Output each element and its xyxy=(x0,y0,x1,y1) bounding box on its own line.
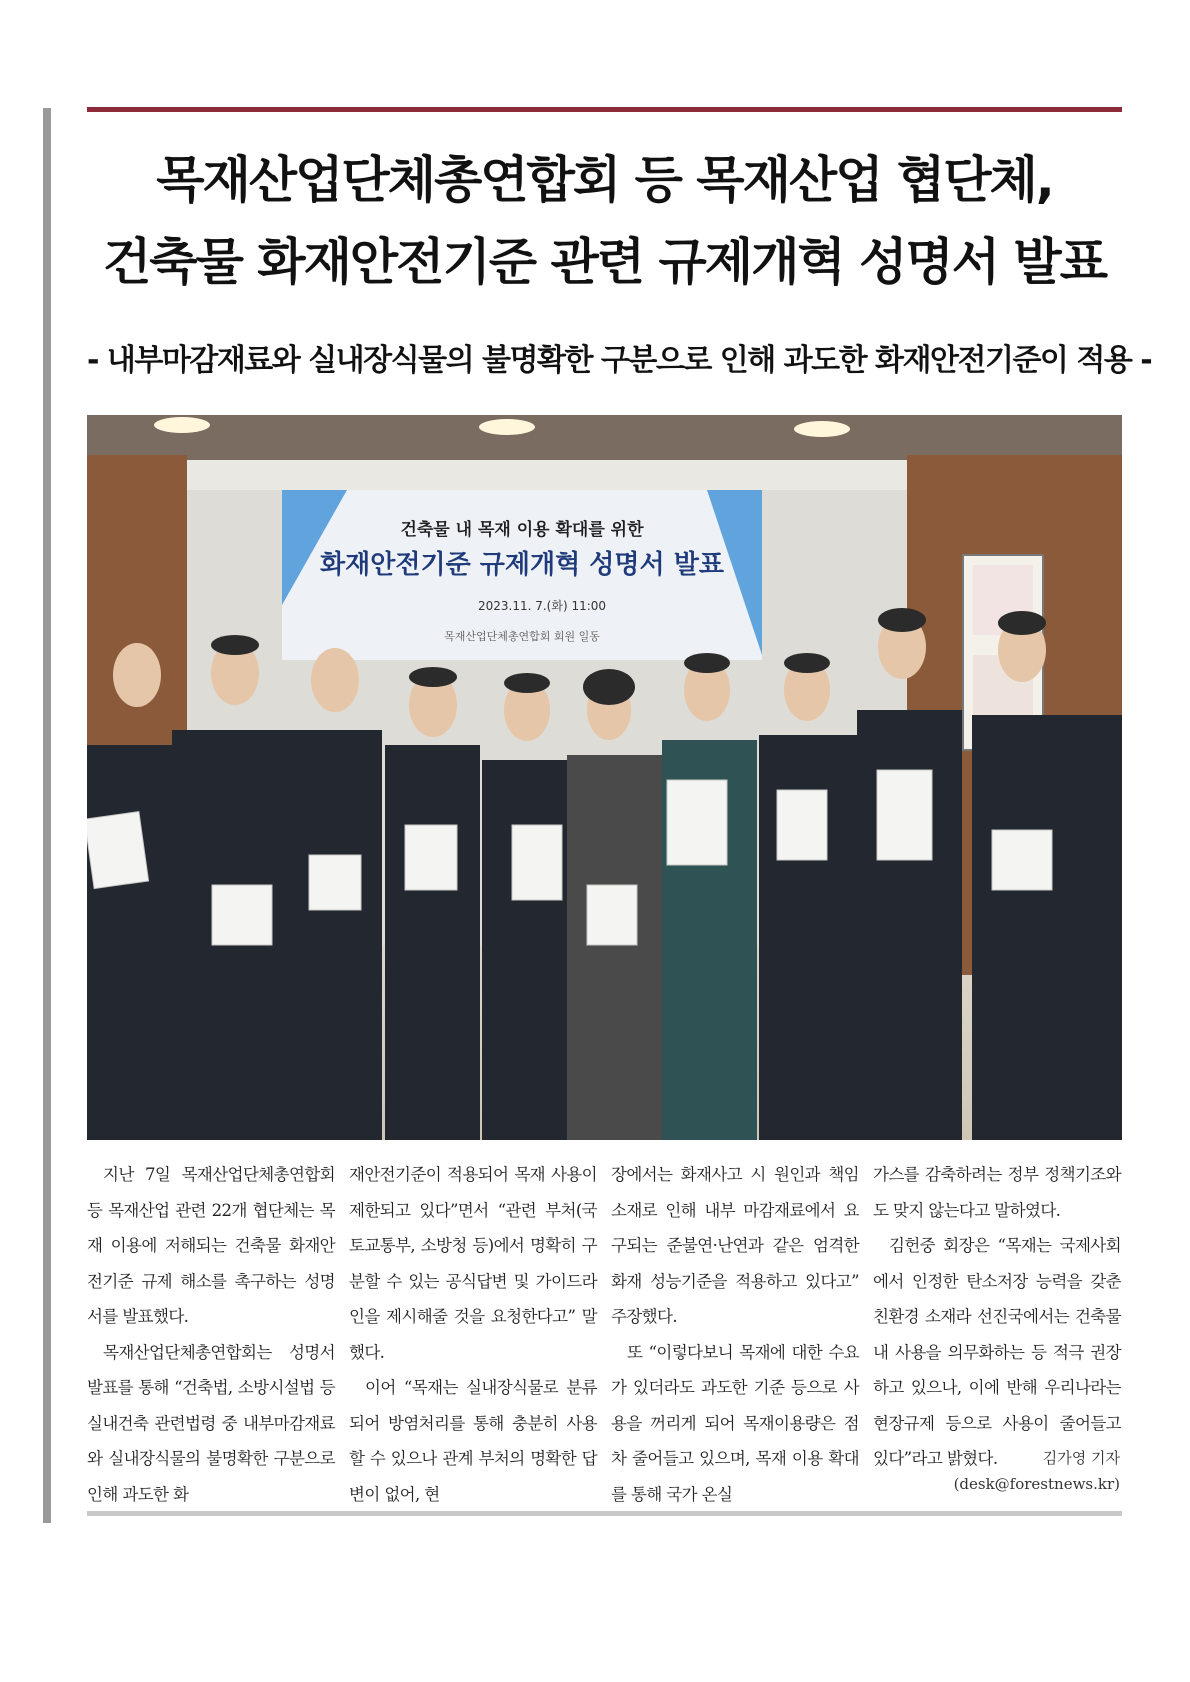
body-column-4 xyxy=(873,1157,1121,1477)
body-paragraph: 장에서는 화재사고 시 원인과 책임소재로 인해 내부 마감재료에서 요구되는 준불연·난연과 같은 엄격한 화재 성능기준을 적용하고 있다고” 주장했다. xyxy=(611,1165,859,1326)
subheadline: - 내부마감재료와 실내장식물의 불명확한 구분으로 인해 과도한 화재안전기준이 적용 - xyxy=(87,343,1152,378)
body-paragraph: 목재산업단체총연합회는 성명서 발표를 통해 “건축법, 소방시설법 등 실내건축 관련법령 중 내부마감재료와 실내장식물의 불명확한 구분으로 인해 과도한 화 xyxy=(87,1342,335,1504)
byline xyxy=(954,1445,1120,1497)
body-paragraph: 가스를 감축하려는 정부 정책기조와도 맞지 않는다고 말하였다. xyxy=(873,1165,1121,1220)
body-column-1 xyxy=(87,1157,335,1512)
banner-host: 목재산업단체총연합회 회원 일동 xyxy=(444,630,600,643)
bottom-rule xyxy=(87,1511,1122,1516)
body-column-2 xyxy=(349,1157,597,1512)
reporter-email: (desk@forestnews.kr) xyxy=(953,1475,1120,1493)
body-paragraph: 지난 7일 목재산업단체총연합회 등 목재산업 관련 22개 협단체는 목재 이용에 저해되는 건축물 화재안전기준 규제 해소를 촉구하는 성명서를 발표했다. xyxy=(87,1165,335,1326)
news-photo xyxy=(87,415,1122,1140)
banner-date: 2023.11. 7.(화) 11:00 xyxy=(477,599,607,613)
body-paragraph: 또 “이렇다보니 목재에 대한 수요가 있더라도 과도한 기준 등으로 사용을 꺼리게 되어 목재이용량은 점차 줄어들고 있으며, 목재 이용 확대를 통해 국가 온실 xyxy=(611,1342,859,1504)
headline-line-1: 목재산업단체총연합회 등 목재산업 협단체, xyxy=(156,151,1053,209)
body-paragraph: 이어 “목재는 실내장식물로 분류되어 방염처리를 통해 충분히 사용할 수 있으나 관계 부처의 명확한 답변이 없어, 현 xyxy=(349,1378,597,1504)
banner-line-1: 건축물 내 목재 이용 확대를 위한 xyxy=(400,520,644,540)
body-column-3 xyxy=(611,1157,859,1512)
top-rule xyxy=(87,107,1122,112)
body-paragraph: 김헌중 회장은 “목재는 국제사회에서 인정한 탄소저장 능력을 갖춘 친환경 소재라 선진국에서는 건축물 내 사용을 의무화하는 등 적극 권장하고 있으나, 이에 반해 우리나라는 현장규제 등으로 사용이 줄어들고 있다”라고 밝혔다. xyxy=(873,1236,1121,1468)
reporter-name: 김가영 기자 xyxy=(1042,1449,1120,1467)
left-margin-rule xyxy=(43,108,51,1523)
headline-line-2: 건축물 화재안전기준 관련 규제개혁 성명서 발표 xyxy=(102,233,1107,291)
banner-line-2: 화재안전기준 규제개혁 성명서 발표 xyxy=(320,550,724,580)
body-paragraph: 재안전기준이 적용되어 목재 사용이 제한되고 있다”면서 “관련 부처(국토교통부, 소방청 등)에서 명확히 구분할 수 있는 공식답변 및 가이드라인을 제시해줄 것을 요청한다고” 말했다. xyxy=(349,1165,597,1362)
